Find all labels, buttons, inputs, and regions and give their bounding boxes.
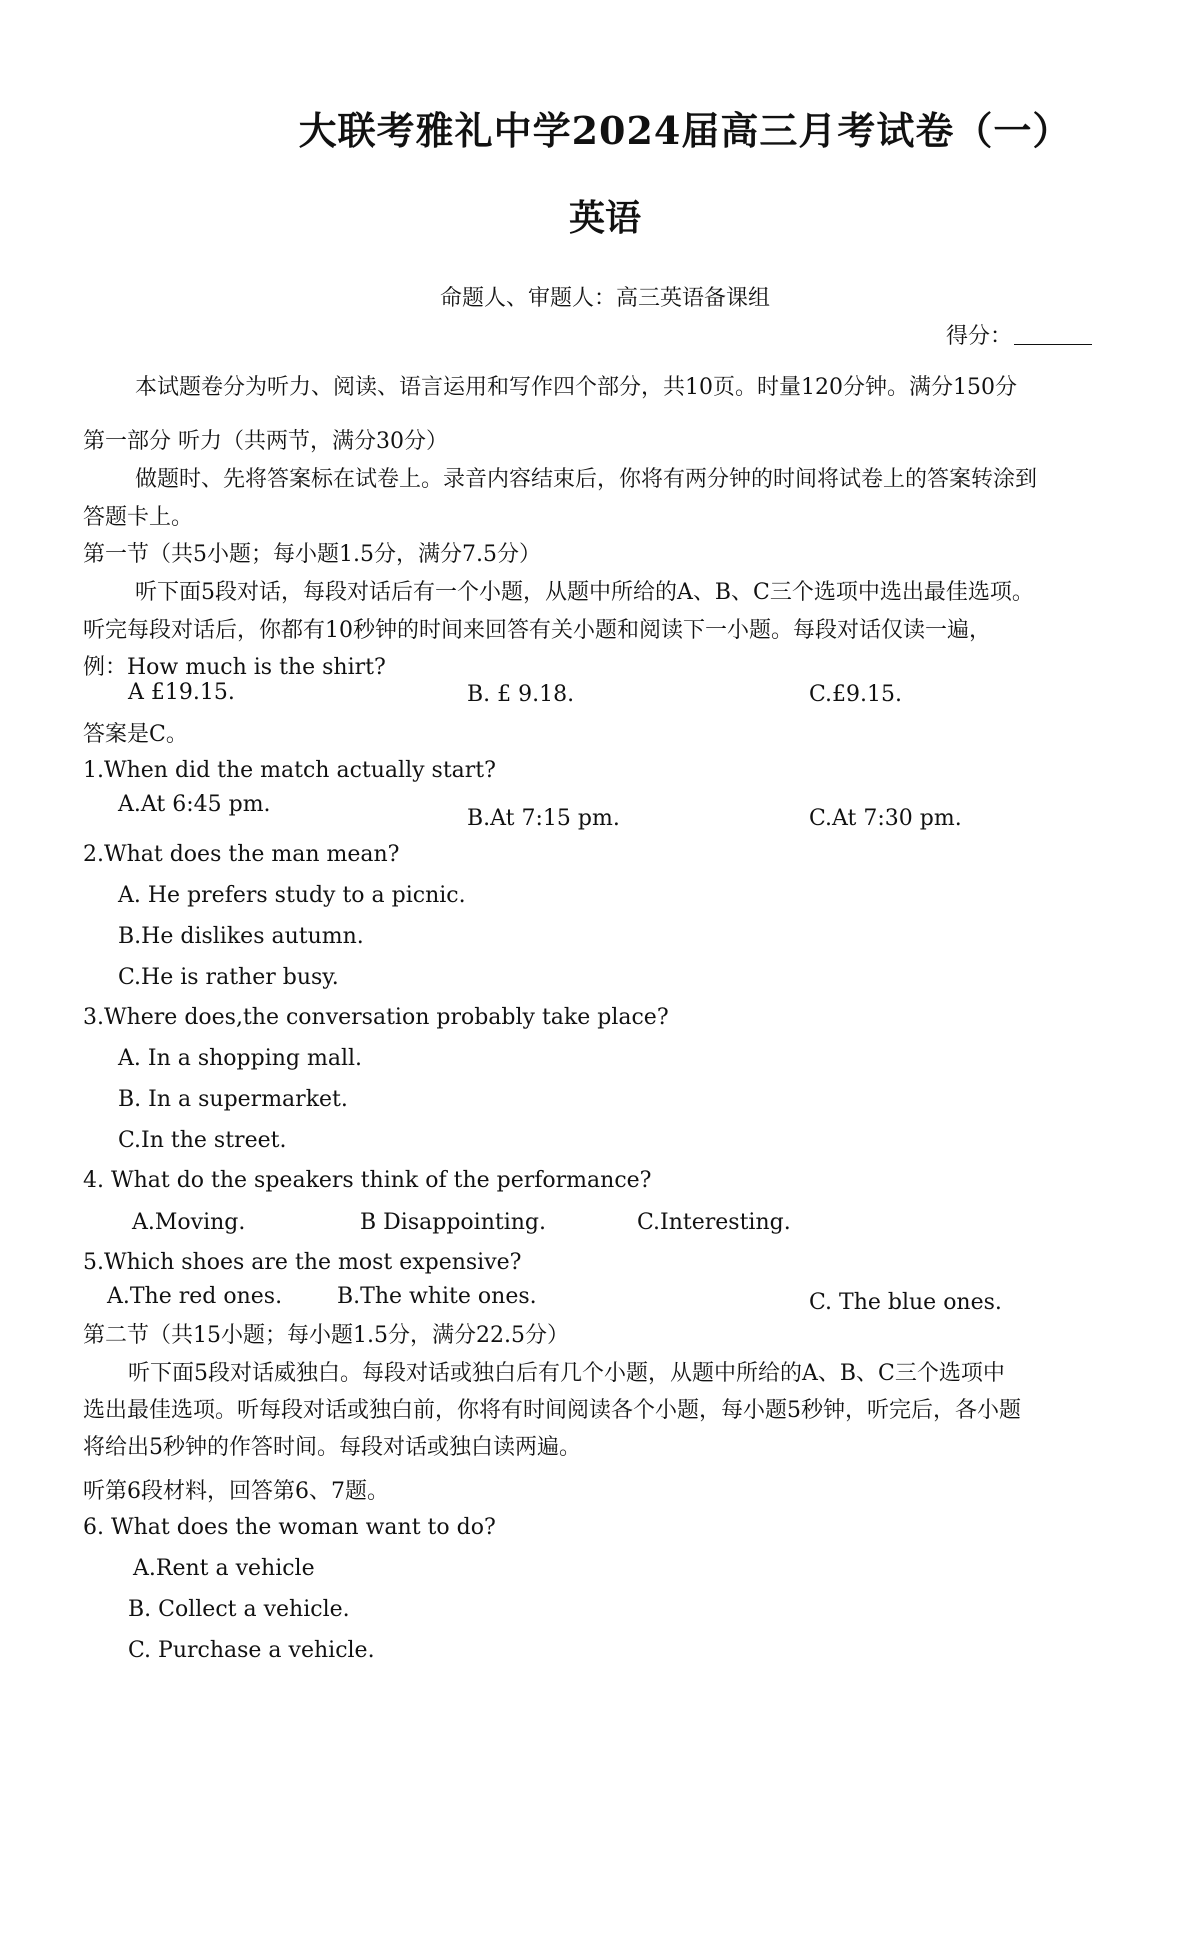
question-4-option-a: A.Moving. — [132, 1210, 246, 1235]
example-option-c: C.£9.15. — [809, 682, 903, 707]
example-option-a: A £19.15. — [128, 680, 235, 705]
question-2-stem: 2.What does the man mean? — [83, 842, 400, 867]
exam-title: 大联考雅礼中学2024届高三月考试卷（一） — [298, 108, 1072, 153]
exam-makers: 命题人、审题人：高三英语备课组 — [439, 286, 770, 311]
question-3-option-b: B. In a supermarket. — [118, 1087, 348, 1112]
section1-instructions-line1: 听下面5段对话，每段对话后有一个小题，从题中所给的A、B、C三个选项中选出最佳选项。 — [135, 580, 1034, 605]
question-5-option-c: C. The blue ones. — [809, 1290, 1002, 1315]
material-6-heading: 听第6段材料，回答第6、7题。 — [83, 1479, 389, 1504]
question-4-stem: 4. What do the speakers think of the performance? — [83, 1168, 652, 1193]
section2-instructions-line2: 选出最佳选项。听每段对话或独白前，你将有时间阅读各个小题，每小题5秒钟，听完后，各小题 — [83, 1398, 1022, 1423]
question-4-option-c: C.Interesting. — [637, 1210, 791, 1235]
question-5-option-a: A.The red ones. — [107, 1284, 283, 1309]
score-field — [946, 319, 1092, 350]
part1-instructions-line2: 答题卡上。 — [83, 505, 194, 530]
question-6-option-a: A.Rent a vehicle — [133, 1556, 315, 1581]
section2-instructions-line3: 将给出5秒钟的作答时间。每段对话或独白读两遍。 — [83, 1435, 581, 1460]
score-label: 得分： — [946, 324, 1013, 349]
question-6-option-c: C. Purchase a vehicle. — [128, 1638, 375, 1663]
example-option-b: B. £ 9.18. — [467, 682, 575, 707]
question-1-stem: 1.When did the match actually start? — [83, 758, 496, 783]
question-5-option-b: B.The white ones. — [337, 1284, 537, 1309]
question-5-stem: 5.Which shoes are the most expensive? — [83, 1250, 522, 1275]
example-answer: 答案是C。 — [83, 722, 188, 747]
question-6-stem: 6. What does the woman want to do? — [83, 1515, 496, 1540]
example-question: 例：How much is the shirt? — [83, 655, 386, 680]
question-6-option-b: B. Collect a vehicle. — [128, 1597, 350, 1622]
section1-heading: 第一节（共5小题；每小题1.5分，满分7.5分） — [83, 542, 541, 567]
subject-title: 英语 — [568, 197, 641, 239]
question-4-option-b: B Disappointing. — [360, 1210, 546, 1235]
score-blank — [1014, 324, 1092, 345]
section2-instructions-line1: 听下面5段对话威独白。每段对话或独白后有几个小题，从题中所给的A、B、C三个选项中 — [128, 1361, 1005, 1386]
question-1-option-b: B.At 7:15 pm. — [467, 806, 620, 831]
part1-heading: 第一部分 听力（共两节，满分30分） — [83, 429, 448, 454]
question-1-option-a: A.At 6:45 pm. — [118, 792, 271, 817]
question-1-option-c: C.At 7:30 pm. — [809, 806, 962, 831]
question-3-option-c: C.In the street. — [118, 1128, 287, 1153]
exam-intro: 本试题卷分为听力、阅读、语言运用和写作四个部分，共10页。时量120分钟。满分150分 — [135, 375, 1017, 400]
question-2-option-b: B.He dislikes autumn. — [118, 924, 364, 949]
question-2-option-c: C.He is rather busy. — [118, 965, 339, 990]
section1-instructions-line2: 听完每段对话后，你都有10秒钟的时间来回答有关小题和阅读下一小题。每段对话仅读一遍， — [83, 618, 991, 643]
question-2-option-a: A. He prefers study to a picnic. — [118, 883, 466, 908]
question-3-stem: 3.Where does,the conversation probably take place? — [83, 1005, 669, 1030]
section2-heading: 第二节（共15小题；每小题1.5分，满分22.5分） — [83, 1323, 569, 1348]
question-3-option-a: A. In a shopping mall. — [118, 1046, 363, 1071]
part1-instructions-line1: 做题时、先将答案标在试卷上。录音内容结束后，你将有两分钟的时间将试卷上的答案转涂到 — [135, 467, 1038, 492]
